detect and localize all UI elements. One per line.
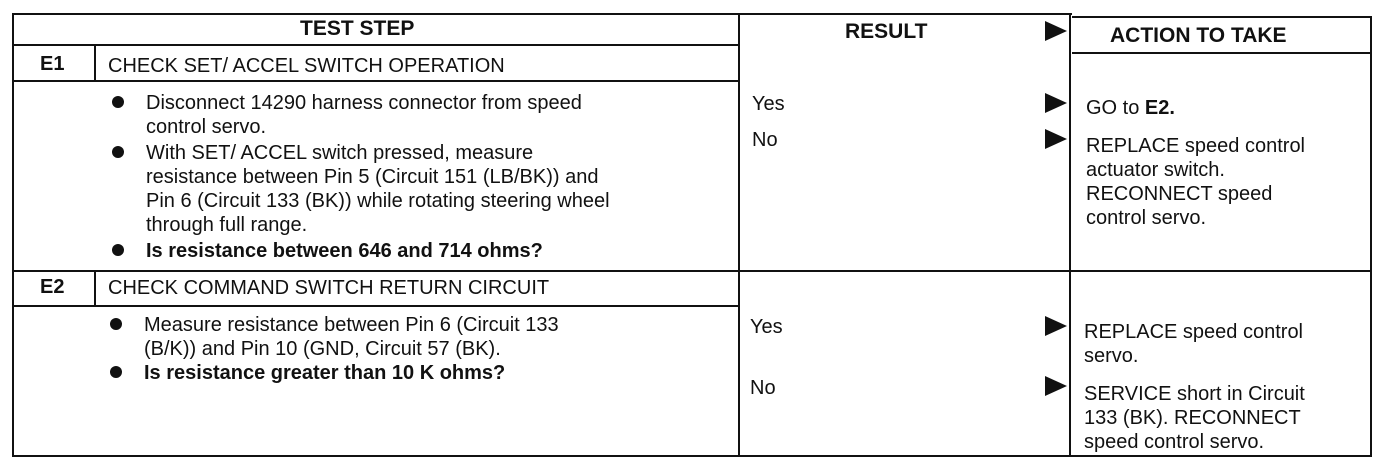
e1-yes-action-target: E2. — [1144, 97, 1175, 119]
e1-bullet2-line1: With SET/ ACCEL switch pressed, measure — [146, 142, 534, 164]
e2-no-action-line2: 133 (BK). RECONNECT — [1084, 407, 1301, 429]
action-header: ACTION TO TAKE — [1110, 24, 1287, 47]
e2-result-no: No — [750, 377, 776, 399]
e2-yes-arrow-icon — [1045, 316, 1067, 336]
e1-no-action-line3: RECONNECT speed — [1086, 183, 1273, 205]
e2-no-action-line3: speed control servo. — [1084, 431, 1265, 453]
bullet-icon — [112, 96, 124, 108]
step-title-e2: CHECK COMMAND SWITCH RETURN CIRCUIT — [108, 277, 550, 299]
result-right-border — [1069, 13, 1071, 457]
bullet-icon — [110, 366, 122, 378]
e2-no-arrow-icon — [1045, 376, 1067, 396]
test-step-header: TEST STEP — [300, 17, 415, 40]
bullet-icon — [110, 318, 122, 330]
bullet-icon — [112, 244, 124, 256]
e1-bullet1-line1: Disconnect 14290 harness connector from speed — [146, 92, 582, 114]
e1-no-action-line4: control servo. — [1086, 207, 1207, 229]
table-right-border — [1370, 16, 1372, 457]
action-header-bottom-border — [1072, 52, 1372, 54]
e1-yes-action — [1086, 96, 1175, 120]
id-column-divider-e1 — [94, 44, 96, 82]
e1-title-bottom-border — [12, 80, 740, 82]
test-step-right-border — [738, 13, 740, 457]
table-bottom-border — [12, 455, 1372, 457]
step-title-e1: CHECK SET/ ACCEL SWITCH OPERATION — [108, 55, 505, 77]
result-header-arrow-icon — [1045, 21, 1067, 41]
e1-no-arrow-icon — [1045, 129, 1067, 149]
table-top-border — [12, 13, 1072, 15]
e1-bullet2-line2: resistance between Pin 5 (Circuit 151 (LB/BK)) and — [146, 166, 599, 188]
e1-result-no: No — [752, 129, 778, 151]
result-header: RESULT — [845, 20, 928, 43]
id-column-divider-e2 — [94, 270, 96, 306]
e1-question: Is resistance between 646 and 714 ohms? — [146, 240, 543, 262]
e2-result-yes: Yes — [750, 316, 783, 338]
e1-result-yes: Yes — [752, 93, 785, 115]
step-id-e1: E1 — [40, 53, 65, 75]
e2-question: Is resistance greater than 10 K ohms? — [144, 362, 506, 384]
e1-bottom-border — [12, 270, 1372, 272]
header-bottom-border — [12, 44, 740, 46]
step-id-e2: E2 — [40, 276, 65, 298]
e1-bullet2-line3: Pin 6 (Circuit 133 (BK)) while rotating steering wheel — [146, 190, 610, 212]
e2-yes-action-line2: servo. — [1084, 345, 1139, 367]
e2-title-bottom-border — [12, 305, 740, 307]
e2-yes-action-line1: REPLACE speed control — [1084, 321, 1304, 343]
bullet-icon — [112, 146, 124, 158]
e1-yes-arrow-icon — [1045, 93, 1067, 113]
e1-yes-action-text: GO to — [1086, 97, 1145, 119]
e2-bullet1-line2: (B/K)) and Pin 10 (GND, Circuit 57 (BK). — [144, 338, 501, 360]
e2-no-action-line1: SERVICE short in Circuit — [1084, 383, 1305, 405]
e2-bullet1-line1: Measure resistance between Pin 6 (Circuit 133 — [144, 314, 559, 336]
e1-bullet1-line2: control servo. — [146, 116, 267, 138]
e1-no-action-line1: REPLACE speed control — [1086, 135, 1306, 157]
table-left-border — [12, 13, 14, 457]
action-header-top-border — [1072, 16, 1372, 18]
e1-no-action-line2: actuator switch. — [1086, 159, 1225, 181]
e1-bullet2-line4: through full range. — [146, 214, 308, 236]
